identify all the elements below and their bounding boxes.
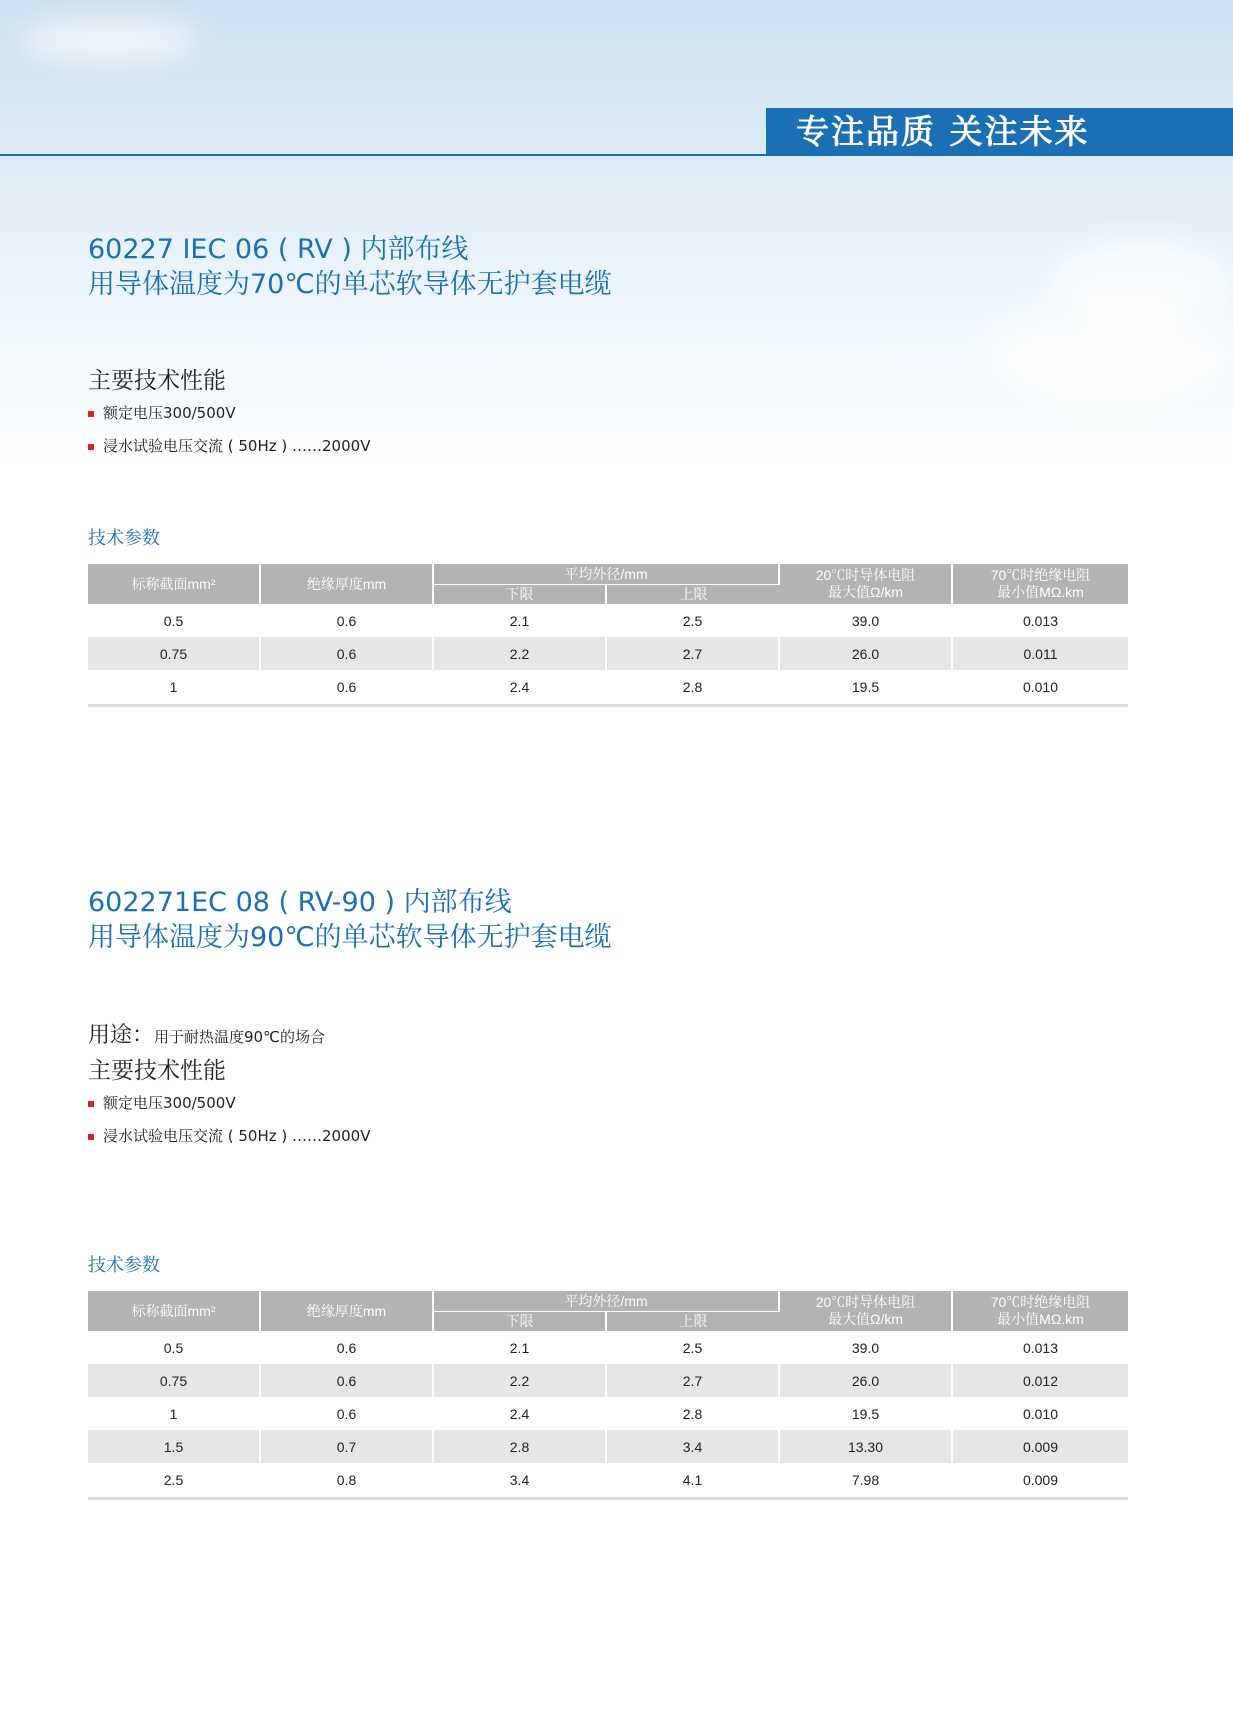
table-row (88, 604, 1128, 637)
header-ins70: 70℃时绝缘电阻 最小值MΩ.km (953, 564, 1128, 604)
table-cell: 0.013 (1022, 612, 1059, 629)
bullet-square-icon (88, 444, 94, 450)
section1-title-line1: 60227 IEC 06 ( RV ) 内部布线 (88, 234, 469, 265)
table-cell: 0.6 (261, 1364, 434, 1397)
section2-param-title-wrap (88, 1254, 1148, 1278)
table-cell: 2.2 (434, 637, 607, 670)
header-lower: 下限 (434, 584, 607, 604)
header-thickness: 绝缘厚度mm (261, 564, 434, 604)
section1-bullet: 额定电压300/500V (88, 397, 1148, 430)
table-cell: 2.5 (607, 1331, 780, 1364)
table-row (88, 1331, 1128, 1364)
table-cell: 13.30 (780, 1430, 953, 1463)
table-cell: 0.009 (953, 1430, 1128, 1463)
table-cell: 0.013 (1022, 1339, 1059, 1356)
bullet-square-icon (88, 411, 94, 417)
table-cell: 39.0 (780, 1331, 953, 1364)
header-res20: 20℃时导体电阻 最大值Ω/km (780, 564, 953, 604)
table-cell: 0.6 (261, 637, 434, 670)
usage-text: 用于耐热温度90℃的场合 (154, 1028, 325, 1046)
table-cell: 4.1 (607, 1463, 780, 1496)
table-cell: 1 (88, 1397, 261, 1430)
table-cell: 26.0 (780, 1364, 953, 1397)
table-bottom-rule (88, 1497, 1128, 1500)
section2-title (88, 885, 1148, 955)
table-cell: 2.7 (607, 637, 780, 670)
section1-performance (88, 365, 1148, 463)
table-cell: 3.4 (434, 1463, 607, 1496)
table-cell: 0.012 (953, 1364, 1128, 1397)
table-row (88, 1397, 1128, 1430)
section2-spec-table (88, 1291, 1128, 1496)
header-section: 标称截面mm² (88, 564, 261, 604)
table-cell: 0.7 (261, 1430, 434, 1463)
table-cell: 2.4 (434, 1397, 607, 1430)
table-cell: 19.5 (780, 1397, 953, 1430)
section1-perf-heading: 主要技术性能 (88, 368, 226, 394)
section1-param-title-wrap (88, 527, 1148, 551)
table-cell: 0.75 (88, 637, 261, 670)
section2-param-title: 技术参数 (88, 1255, 160, 1276)
section1-spec-table (88, 564, 1128, 703)
table-cell: 2.8 (434, 1430, 607, 1463)
table-cell: 0.6 (261, 670, 434, 703)
table-row (88, 1364, 1128, 1397)
table-cell: 2.4 (434, 670, 607, 703)
section2-bullet: 额定电压300/500V (88, 1087, 1148, 1120)
table-cell: 7.98 (780, 1463, 953, 1496)
table-cell: 0.6 (261, 1397, 434, 1430)
section1-title (88, 232, 1148, 302)
header-avg-od: 平均外径/mm (434, 1291, 780, 1311)
usage-label: 用途： (88, 1023, 155, 1048)
section2-usage (88, 1018, 1148, 1049)
header-ins70: 70℃时绝缘电阻 最小值MΩ.km (953, 1291, 1128, 1331)
table-cell: 0.75 (88, 1364, 261, 1397)
section2-perf-heading: 主要技术性能 (88, 1058, 226, 1084)
bullet-square-icon (88, 1101, 94, 1107)
slogan-banner: 专注品质 关注未来 (766, 108, 1233, 156)
header-avg-od: 平均外径/mm (434, 564, 780, 584)
table-cell: 2.8 (607, 670, 780, 703)
table-cell: 2.1 (434, 604, 607, 637)
table-cell: 26.0 (780, 637, 953, 670)
header-upper: 上限 (607, 584, 780, 604)
header-section: 标称截面mm² (88, 1291, 261, 1331)
section2-title-line1: 602271EC 08 ( RV-90 ) 内部布线 (88, 887, 512, 918)
table-cell: 19.5 (780, 670, 953, 703)
section2-title-line2: 用导体温度为90℃的单芯软导体无护套电缆 (88, 922, 612, 953)
table-cell: 0.010 (1022, 678, 1059, 695)
table-cell: 2.7 (607, 1364, 780, 1397)
table-cell: 1.5 (88, 1430, 261, 1463)
table-row (88, 1463, 1128, 1496)
table-cell: 0.5 (88, 1331, 261, 1364)
section2-bullet: 浸水试验电压交流 ( 50Hz ) ……2000V (88, 1120, 1148, 1153)
section1-bullet: 浸水试验电压交流 ( 50Hz ) ……2000V (88, 430, 1148, 463)
table-cell: 0.5 (88, 604, 261, 637)
cloud-decoration (20, 20, 200, 60)
header-lower: 下限 (434, 1311, 607, 1331)
table-cell: 0.6 (261, 1331, 434, 1364)
table-cell: 0.010 (1022, 1405, 1059, 1422)
section2-performance (88, 1055, 1148, 1153)
header-res20: 20℃时导体电阻 最大值Ω/km (780, 1291, 953, 1331)
section1-title-line2: 用导体温度为70℃的单芯软导体无护套电缆 (88, 269, 612, 300)
table-cell: 2.1 (434, 1331, 607, 1364)
table-cell: 0.8 (261, 1463, 434, 1496)
table-cell: 2.5 (607, 604, 780, 637)
table-cell: 3.4 (607, 1430, 780, 1463)
table-cell: 1 (88, 670, 261, 703)
table-cell: 0.009 (1022, 1471, 1059, 1488)
header-thickness: 绝缘厚度mm (261, 1291, 434, 1331)
bullet-square-icon (88, 1134, 94, 1140)
table-cell: 2.2 (434, 1364, 607, 1397)
table-row (88, 637, 1128, 670)
header-upper: 上限 (607, 1311, 780, 1331)
table-cell: 2.5 (88, 1463, 261, 1496)
table-cell: 2.8 (607, 1397, 780, 1430)
table-cell: 0.6 (261, 604, 434, 637)
table-row (88, 1430, 1128, 1463)
section1-param-title: 技术参数 (88, 528, 160, 549)
table-cell: 0.011 (953, 637, 1128, 670)
table-bottom-rule (88, 704, 1128, 707)
table-row (88, 670, 1128, 703)
table-cell: 39.0 (780, 604, 953, 637)
